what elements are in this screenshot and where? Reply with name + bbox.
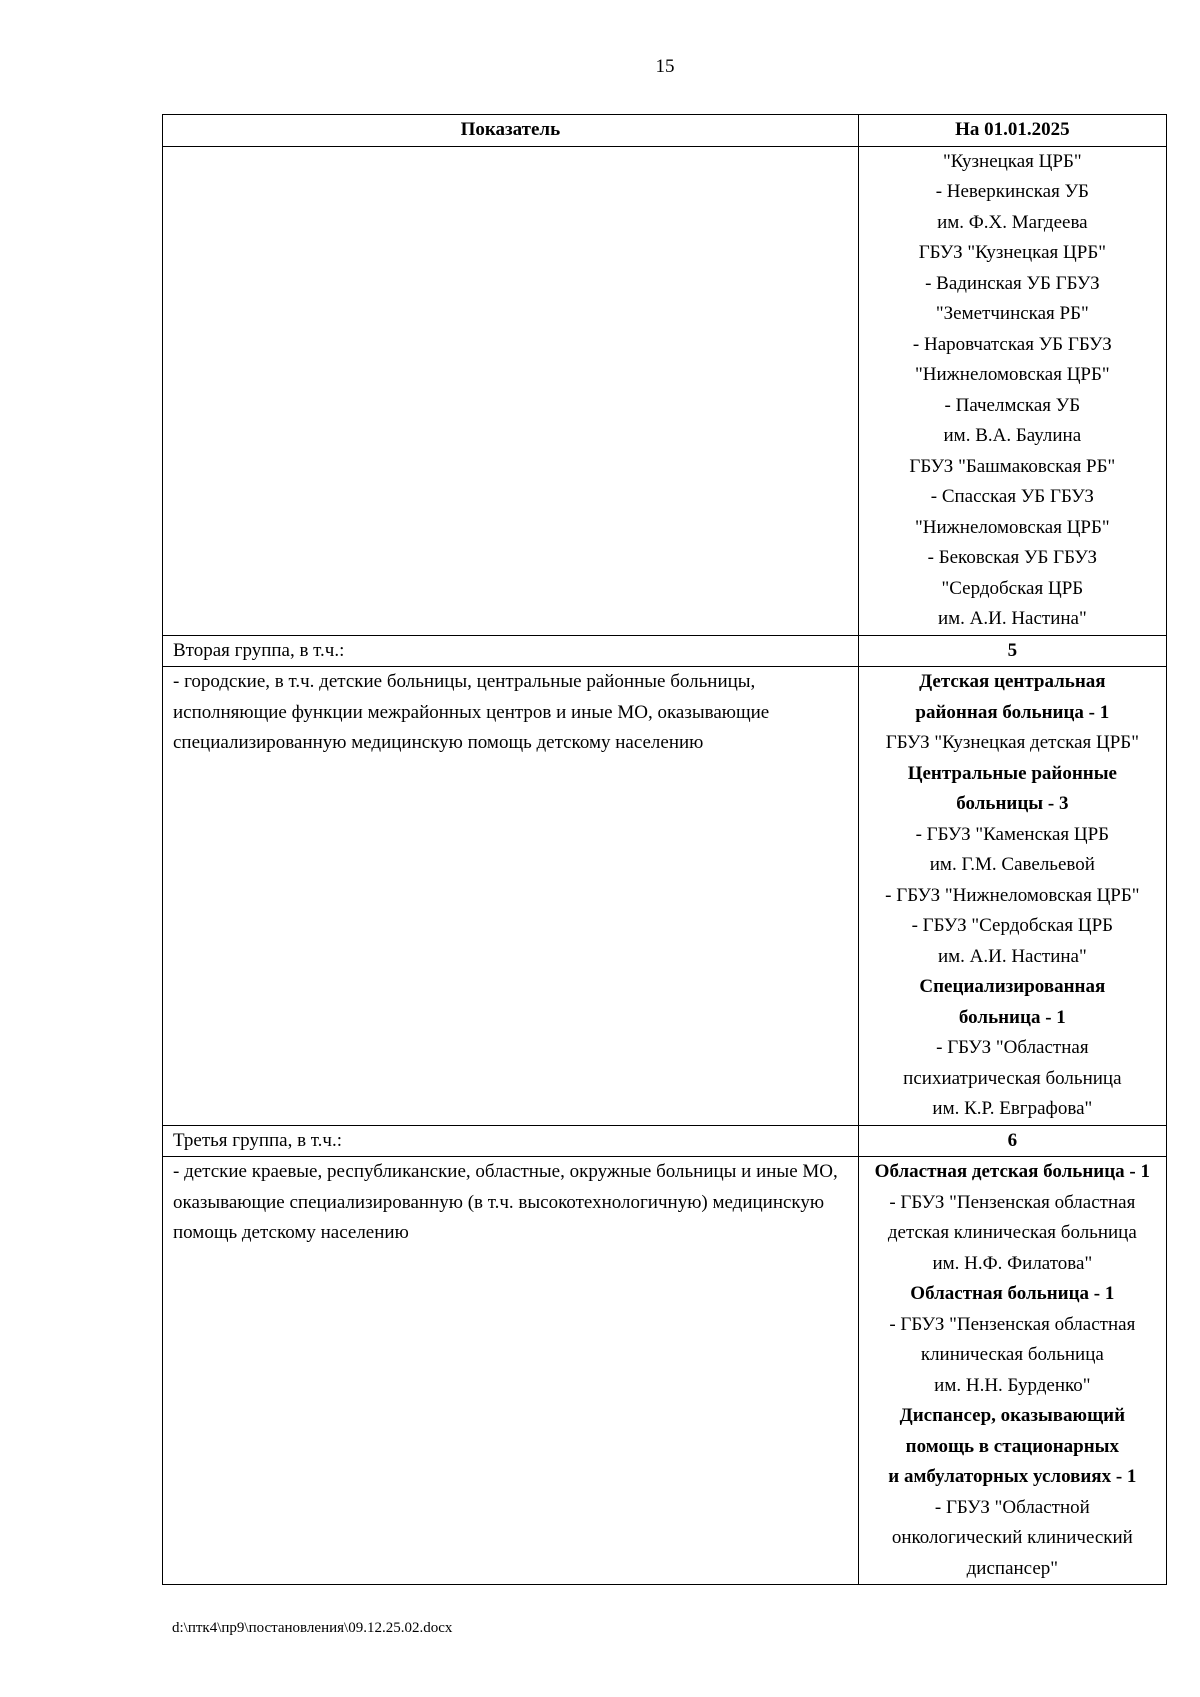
cell-line: и амбулаторных условиях - 1 bbox=[888, 1466, 1137, 1487]
group3-institutions bbox=[858, 1157, 1166, 1585]
cell-line: - Спасская УБ ГБУЗ bbox=[930, 486, 1094, 507]
header-indicator: Показатель bbox=[163, 115, 859, 147]
cell-line: - Неверкинская УБ bbox=[935, 181, 1089, 202]
cell-line: Детская центральная bbox=[919, 671, 1106, 692]
cell-line: - Наровчатская УБ ГБУЗ bbox=[912, 333, 1112, 355]
cell-line: детская клиническая больница bbox=[887, 1222, 1137, 1243]
page-number: 15 bbox=[655, 56, 675, 77]
cell-line: им. Г.М. Савельевой bbox=[929, 854, 1095, 875]
group3-description: - детские краевые, республиканские, областные, окружные больницы и иные МО, оказывающие специализированную (в т.ч. высокотехнологичную) медицинскую помощь детскому населению bbox=[163, 1157, 859, 1585]
header-date: На 01.01.2025 bbox=[858, 115, 1166, 147]
continuation-left-cell bbox=[163, 146, 859, 635]
cell-line: им. А.И. Настина" bbox=[937, 945, 1087, 967]
group3-value: 6 bbox=[858, 1125, 1166, 1157]
cell-line: "Нижнеломовская ЦРБ" bbox=[915, 516, 1110, 538]
cell-line: "Кузнецкая ЦРБ" bbox=[943, 150, 1082, 172]
cell-line: Диспансер, оказывающий bbox=[899, 1405, 1126, 1426]
cell-line: - ГБУЗ "Сердобская ЦРБ bbox=[911, 915, 1114, 936]
cell-line: Центральные районные bbox=[907, 762, 1117, 784]
cell-line: "Земетчинская РБ" bbox=[935, 303, 1089, 324]
cell-line: "Сердобская ЦРБ bbox=[941, 577, 1084, 599]
cell-line: - Бековская УБ ГБУЗ bbox=[927, 547, 1098, 568]
cell-line: - ГБУЗ "Пензенская областная bbox=[889, 1313, 1136, 1335]
cell-line: Областная больница - 1 bbox=[910, 1283, 1115, 1304]
cell-line: психиатрическая больница bbox=[903, 1067, 1122, 1089]
footer-file-path: d:\птк4\пр9\постановления\09.12.25.02.docx bbox=[172, 1620, 453, 1636]
group2-label: Вторая группа, в т.ч.: bbox=[163, 635, 859, 667]
cell-line: им. Н.Н. Бурденко" bbox=[934, 1374, 1091, 1396]
continuation-right-cell bbox=[858, 146, 1166, 635]
cell-line: Специализированная bbox=[919, 976, 1106, 997]
cell-line: - Пачелмская УБ bbox=[944, 394, 1081, 416]
cell-line: - ГБУЗ "Пензенская областная bbox=[889, 1191, 1136, 1213]
table-row bbox=[163, 1157, 1167, 1585]
cell-line: "Нижнеломовская ЦРБ" bbox=[915, 364, 1110, 385]
cell-line: - ГБУЗ "Нижнеломовская ЦРБ" bbox=[885, 884, 1140, 906]
cell-line: больницы - 3 bbox=[956, 793, 1069, 814]
cell-line: диспансер" bbox=[966, 1557, 1059, 1579]
indicators-table bbox=[162, 114, 1167, 1585]
cell-line: им. В.А. Баулина bbox=[943, 425, 1082, 446]
cell-line: клиническая больница bbox=[920, 1344, 1104, 1365]
cell-line: онкологический клинический bbox=[891, 1527, 1133, 1548]
cell-line: - ГБУЗ "Каменская ЦРБ bbox=[915, 823, 1110, 845]
cell-line: им. Ф.Х. Магдеева bbox=[937, 211, 1088, 233]
group3-label: Третья группа, в т.ч.: bbox=[163, 1125, 859, 1157]
table-header-row bbox=[163, 115, 1167, 147]
cell-line: ГБУЗ "Башмаковская РБ" bbox=[909, 455, 1116, 477]
cell-line: помощь в стационарных bbox=[905, 1435, 1119, 1457]
cell-line: ГБУЗ "Кузнецкая детская ЦРБ" bbox=[885, 732, 1139, 753]
cell-line: им. Н.Ф. Филатова" bbox=[932, 1252, 1093, 1274]
cell-line: - Вадинская УБ ГБУЗ bbox=[925, 272, 1100, 294]
cell-line: Областная детская больница - 1 bbox=[874, 1161, 1150, 1182]
cell-line: - ГБУЗ "Областной bbox=[934, 1496, 1090, 1518]
group2-value: 5 bbox=[858, 635, 1166, 667]
table-row bbox=[163, 1125, 1167, 1157]
cell-line: - ГБУЗ "Областная bbox=[936, 1037, 1089, 1058]
cell-line: больница - 1 bbox=[958, 1006, 1066, 1028]
table-row bbox=[163, 667, 1167, 1126]
group2-institutions bbox=[858, 667, 1166, 1126]
cell-line: ГБУЗ "Кузнецкая ЦРБ" bbox=[918, 242, 1106, 263]
cell-line: им. А.И. Настина" bbox=[937, 608, 1087, 629]
table-row bbox=[163, 146, 1167, 635]
table-row bbox=[163, 635, 1167, 667]
cell-line: им. К.Р. Евграфова" bbox=[932, 1098, 1093, 1119]
group2-description: - городские, в т.ч. детские больницы, центральные районные больницы, исполняющие функции межрайонных центров и иные МО, оказывающие специализированную медицинскую помощь детскому населению bbox=[163, 667, 859, 1126]
cell-line: районная больница - 1 bbox=[915, 701, 1110, 723]
